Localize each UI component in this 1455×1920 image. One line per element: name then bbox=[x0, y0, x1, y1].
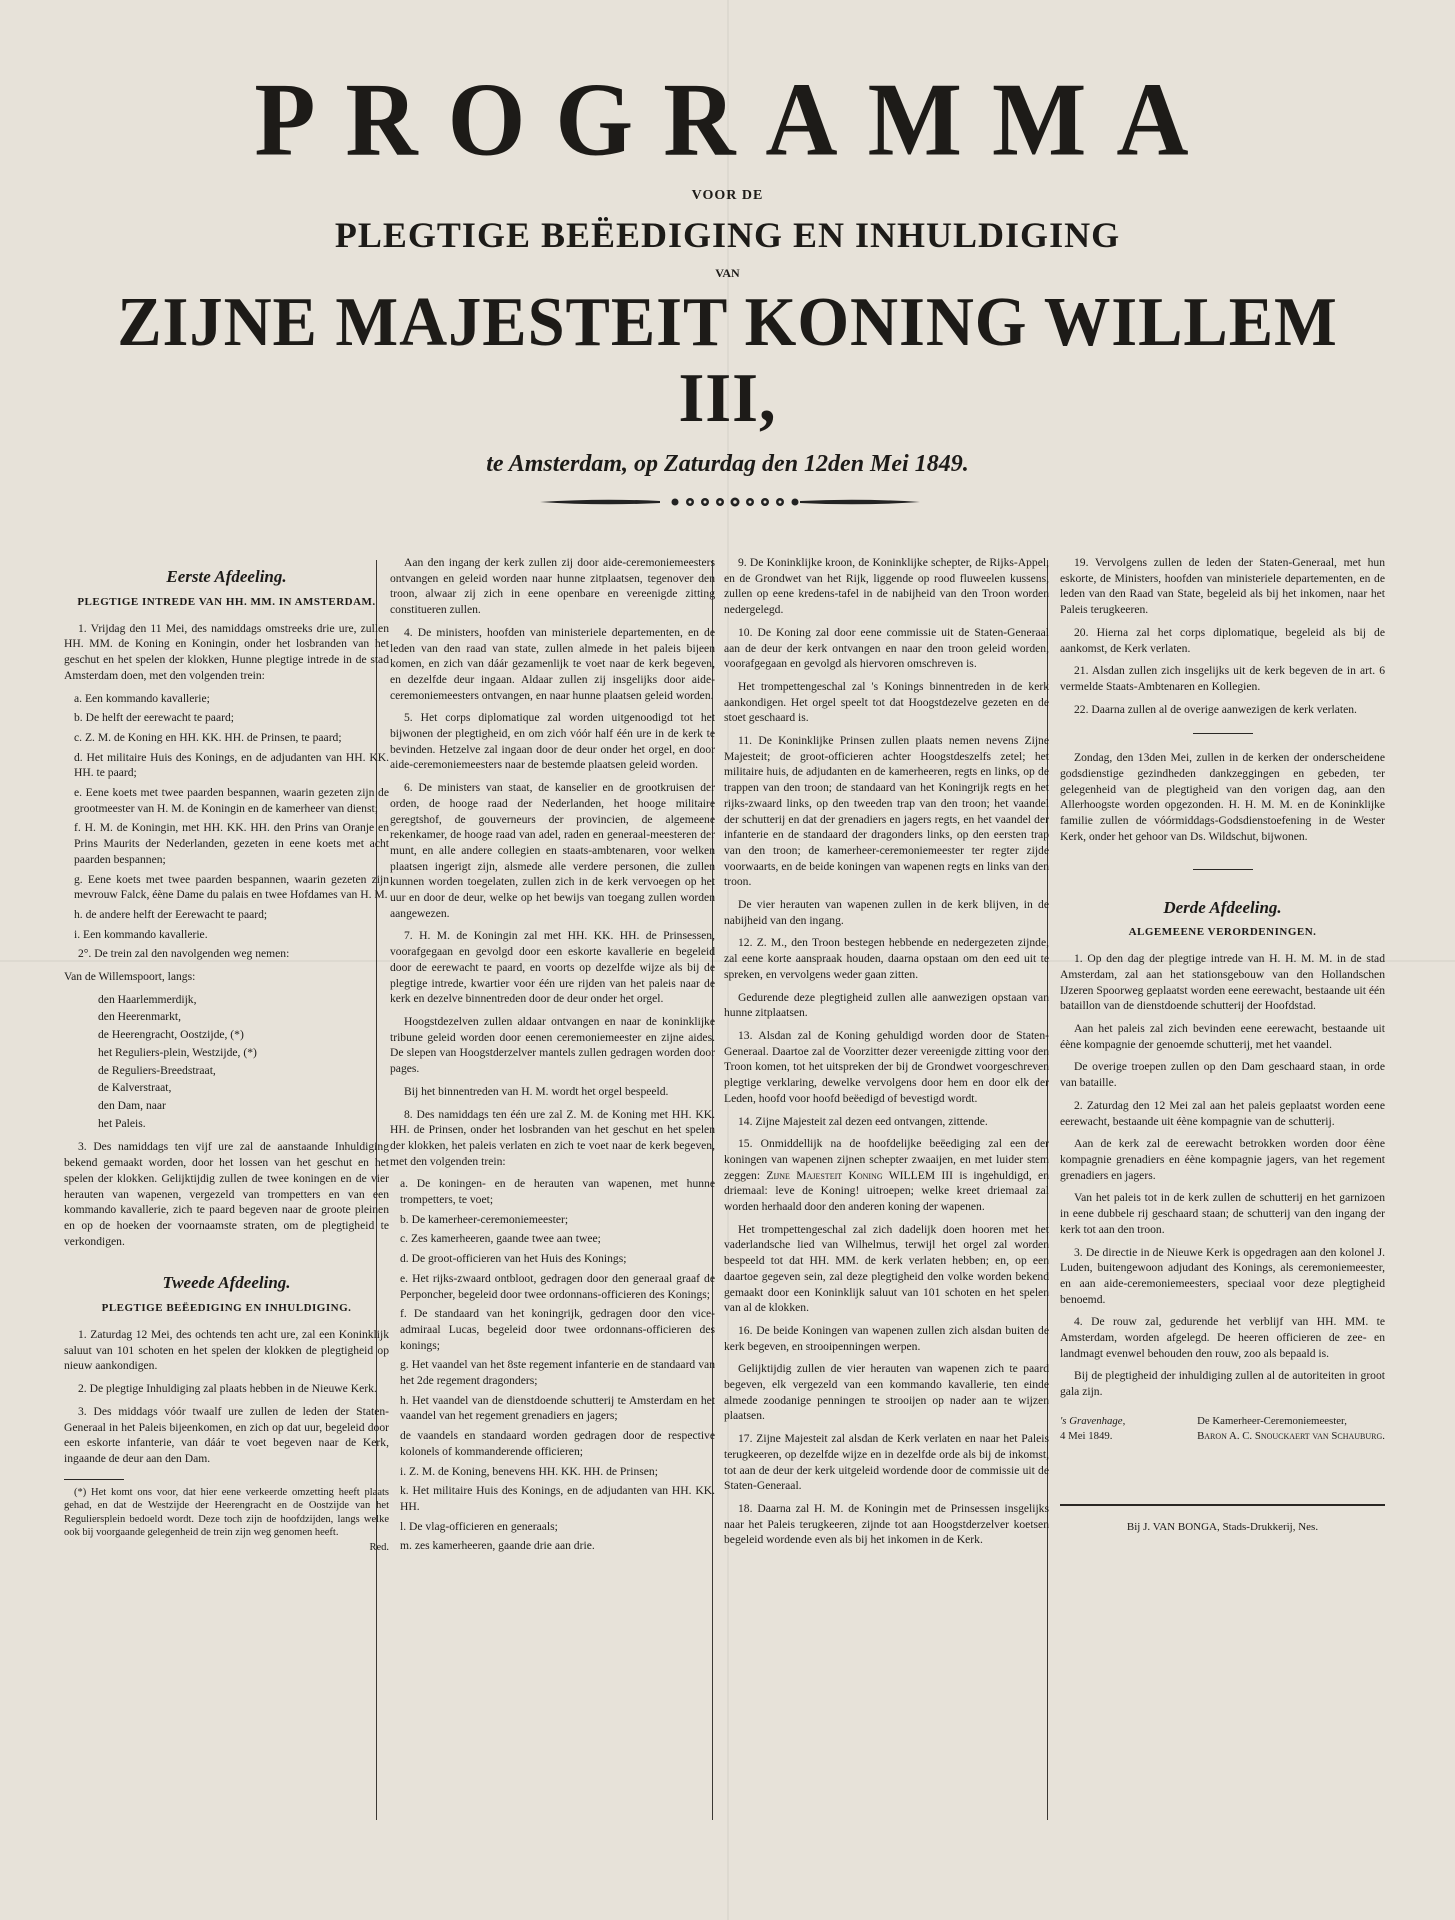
paragraph: 3. Des namiddags ten vijf ure zal de aanstaande Inhuldiging bekend gemaakt worden, door het lossen van het geschut en het spelen der klokken. Gelijktijdig zullen de twee koningen en de vier herauten van wapenen, vergezeld van trompetters en van een kommando kavallerie, zich te paard begeven naar de groote pleinen en op de hoeken der voornaamste straten, om de plegtigheid te verkondigen. bbox=[64, 1140, 389, 1248]
sign-date: 4 Mei 1849. bbox=[1060, 1429, 1113, 1442]
list-item: i. Z. M. de Koning, benevens HH. KK. HH. de Prinsen; bbox=[400, 1464, 658, 1478]
paragraph: 4. De rouw zal, gedurende het verblijf van HH. MM. te Amsterdam, worden afgelegd. De heeren officieren de zee- en landmagt evenwel behouden den rouw, zoo als bepaald is. bbox=[1060, 1315, 1385, 1360]
footnote-rule bbox=[64, 1479, 124, 1480]
list-item: a. Een kommando kavallerie; bbox=[74, 691, 210, 705]
paragraph: 13. Alsdan zal de Koning gehuldigd worden door de Staten-Generaal. Daartoe zal de Voorzitter dezer vereenigde zitting voor den Troon komen, tot het uitspreken der bij de Grondwet voorgeschreven plegtige verklaring, dewelke vervolgens door hem en door elk der Leden, hoofd voor hoofd beëedigd of bevestigd wordt. bbox=[724, 1028, 1049, 1105]
route-street: de Kalverstraat, bbox=[98, 1081, 172, 1095]
paragraph: De vier herauten van wapenen zullen in de kerk blijven, in de nabijheid van den ingang. bbox=[724, 898, 1049, 927]
paragraph: 2. Zaturdag den 12 Mei zal aan het paleis geplaatst worden eene eerewacht, bestaande uit éène kompagnie van de schutterij. bbox=[1060, 1098, 1385, 1128]
paragraph: 3. Des middags vóór twaalf ure zullen de leden der Staten-Generaal in het Paleis bijeenkomen, en zich op dat uur, begeleid door een eskorte infanterie, van dáár te voet begeven naar de Kerk, ingaande de deur aan den Dam. bbox=[64, 1404, 389, 1465]
date-line: te Amsterdam, op Zaturdag den 12den Mei 1849. bbox=[486, 451, 969, 477]
van-line: VAN bbox=[715, 266, 740, 280]
paragraph: 6. De ministers van staat, de kanselier en de grootkruisen der orden, de hooge raad der Nederlanden, het hooge militaire geregtshof, de gouverneurs der provincien, de algemeene rekenkamer, de hooge raad van adel, raden en generaal-meesteren der munt, en alle andere collegien en staats-ambtenaren, voor welken plaatsen ingerigt zijn, alsmede alle verdere personen, die zullen kunnen worden toegelaten, zullen zich in de kerk vervoegen op het uur en door de deur, welke op het bewijs van toegang zullen worden aangewezen. bbox=[390, 781, 715, 920]
list-item: h. de andere helft der Eerewacht te paard; bbox=[74, 907, 268, 921]
section-1-title: Eerste Afdeeling. bbox=[166, 567, 287, 586]
king-line: ZIJNE MAJESTEIT KONING WILLEM III, bbox=[117, 284, 1338, 437]
sign-name: Baron A. C. Snouckaert van Schauburg. bbox=[1197, 1429, 1385, 1442]
paragraph: Bij de plegtigheid der inhuldiging zullen al de autoriteiten in groot gala zijn. bbox=[1060, 1369, 1385, 1399]
list-item: c. Zes kamerheeren, gaande twee aan twee; bbox=[400, 1232, 601, 1246]
voor-de-line: VOOR DE bbox=[691, 188, 764, 203]
paragraph: Aan den ingang der kerk zullen zij door aide-ceremoniemeesters ontvangen en geleid worden naar hunne zitplaatsen, tegenover den troon, alwaar zij zich in eene openbare en vereenigde zitting constitueren zullen. bbox=[390, 556, 715, 617]
paragraph: Hoogstdezelven zullen aldaar ontvangen en naar de koninklijke tribune geleid worden door eenen ceremoniemeester en zijne aides. De slepen van Hoogstderzelver mantels zullen gedragen worden door pages. bbox=[390, 1014, 715, 1076]
route-intro: Van de Willemspoort, langs: bbox=[64, 970, 196, 984]
paragraph: 17. Zijne Majesteit zal alsdan de Kerk verlaten en naar het Paleis terugkeeren, op dezelfde wijze en in dezelfde orde als bij de inkomst, tot aan de deur der kerk uitgeleid wordende door de commissie uit de Staten-Generaal. bbox=[724, 1432, 1049, 1493]
list-item: b. De helft der eerewacht te paard; bbox=[74, 711, 234, 725]
route-street: de Reguliers-Breedstraat, bbox=[98, 1063, 216, 1077]
paragraph: 8. Des namiddags ten één ure zal Z. M. de Koning met HH. KK. HH. de Prinsen, onder het losbranden van het geschut en het spelen der klokken, het paleis verlaten en zich te voet naar de kerk begeven, met den volgenden trein: bbox=[390, 1107, 715, 1168]
list-item: f. De standaard van het koningrijk, gedragen door den vice-admiraal Lucas, begeleid door twee ordonnans-officieren des konings; bbox=[400, 1307, 715, 1352]
list-item: f. H. M. de Koningin, met HH. KK. HH. den Prins van Oranje en Prins Maurits der Nederlanden, gezeten in eene koets met acht paarden bespannen; bbox=[74, 821, 389, 866]
column-1 bbox=[64, 555, 389, 1554]
list-item: de vaandels en standaard worden gedragen door de respective kolonels of kommanderende officieren; bbox=[400, 1429, 715, 1458]
list-item: e. Het rijks-zwaard ontbloot, gedragen door den generaal graaf de Perponcher, begeleid door twee ordonnans-officieren des Konings; bbox=[400, 1271, 715, 1301]
paragraph: Het trompettengeschal zal zich dadelijk doen hooren met het vaderlandsche lied van Wilhelmus, terwijl het orgel zal worden bespeeld tot dat HH. MM. de kerk verlaten hebben; en, op een daartoe gegeven sein, zal deze plegtigheid den volke worden bekend gemaakt door een Koninklijk saluut van 101 schoten en het spelen van al de klokken. bbox=[724, 1222, 1049, 1315]
paragraph: 10. De Koning zal door eene commissie uit de Staten-Generaal aan de deur der kerk ontvangen en naar den troon geleid worden, voorafgegaan en gevolgd als hiervoren omschreven is. bbox=[724, 625, 1049, 671]
column-2 bbox=[390, 555, 715, 1558]
route-street: den Haarlemmerdijk, bbox=[98, 992, 197, 1006]
footnote bbox=[64, 1479, 389, 1555]
list-item: d. De groot-officieren van het Huis des Konings; bbox=[400, 1252, 627, 1266]
route-street: den Dam, naar bbox=[98, 1098, 166, 1112]
list-item: g. Het vaandel van het 8ste regement infanterie en de standaard van het 2de regement dragonders; bbox=[400, 1358, 715, 1388]
paragraph: Van het paleis tot in de kerk zullen de schutterij en het garnizoen in eene dubbele rij geschaard staan; de schutterij van den ingang der kerk tot aan den troon. bbox=[1060, 1191, 1385, 1236]
paragraph: Gelijktijdig zullen de vier herauten van wapenen zich te paard begeven, elk vergezeld van een kommando kavallerie, ten einde almede zoodanige penningen te strooijen op nader aan te wijzen plaatsen. bbox=[724, 1362, 1049, 1423]
signature-official bbox=[1197, 1414, 1385, 1444]
paragraph: Aan het paleis zal zich bevinden eene eerewacht, bestaande uit éène kompagnie der genoemde schutterij, met het vaandel. bbox=[1060, 1022, 1385, 1051]
route-street: het Paleis. bbox=[98, 1116, 146, 1130]
paragraph: 1. Op den dag der plegtige intrede van H. H. M. M. in de stad Amsterdam, zal aan het stationsgebouw van den Hollandschen IJzeren Spoorweg geplaatst worden eene eerewacht, bestaande uit één bataillon van de dienstdoende schutterij der Hoofdstad. bbox=[1060, 952, 1385, 1013]
separator bbox=[1193, 733, 1253, 734]
paragraph: 14. Zijne Majesteit zal dezen eed ontvangen, zittende. bbox=[738, 1114, 988, 1128]
poster-subtitle: PLEGTIGE BEËEDIGING EN INHULDIGING bbox=[334, 215, 1121, 255]
route-street: het Reguliers-plein, Westzijde, (*) bbox=[98, 1045, 257, 1059]
paragraph: 2°. De trein zal den navolgenden weg nemen: bbox=[78, 947, 290, 961]
poster-header bbox=[60, 61, 1395, 478]
printer-imprint: Bij J. VAN BONGA, Stads-Drukkerij, Nes. bbox=[1126, 1520, 1319, 1533]
paragraph: 18. Daarna zal H. M. de Koningin met de Prinsessen insgelijks naar het Paleis terugkeeren, zijnde tot aan Hoogstderzelver koetsen begeleid wordende even als bij het inkomen in de Kerk. bbox=[724, 1501, 1049, 1547]
list-item: i. Een kommando kavallerie. bbox=[74, 927, 208, 941]
separator bbox=[1193, 869, 1253, 870]
list-item: e. Eene koets met twee paarden bespannen, waarin gezeten zijn de grootmeester van H. M. de Koningin en de kamerheer van dienst; bbox=[74, 786, 389, 815]
paragraph: 3. De directie in de Nieuwe Kerk is opgedragen aan den kolonel J. Luden, buitengewoon adjudant des Konings, als ceremoniemeester, en aan aide-ceremoniemeesters, speciaal voor deze plegtigheid benoemd. bbox=[1060, 1245, 1385, 1306]
ornament-divider bbox=[540, 490, 920, 514]
section-3-title: Derde Afdeeling. bbox=[1163, 897, 1282, 917]
section-3-subtitle: ALGEMEENE VERORDENINGEN. bbox=[1128, 926, 1317, 939]
printer-rule bbox=[1060, 1504, 1385, 1506]
paragraph: 1. Zaturdag 12 Mei, des ochtends ten acht ure, zal een Koninklijk saluut van 101 schoten en het spelen der klokken de plegtigheid op nieuw aankondigen. bbox=[64, 1328, 389, 1373]
paragraph: 1. Vrijdag den 11 Mei, des namiddags omstreeks drie ure, zullen HH. MM. de Koning en Koningin, onder het losbranden van het geschut en het spelen der klokken, Hunne plegtige intrede in de stad Amsterdam doen, met den volgenden trein: bbox=[64, 621, 389, 682]
sign-place: 's Gravenhage, bbox=[1060, 1414, 1126, 1427]
footnote-sign: Red. bbox=[369, 1541, 389, 1553]
proclamation-text: Zijne Majesteit Koning WILLEM III bbox=[766, 1168, 954, 1182]
paragraph: Gedurende deze plegtigheid zullen alle aanwezigen opstaan van hunne zitplaatsen. bbox=[724, 990, 1049, 1020]
paragraph: 19. Vervolgens zullen de leden der Staten-Generaal, met hun eskorte, de Ministers, hoofden van ministeriele departementen, en de leden van den Raad van State, begeleid als bij het inkomen, naar het Paleis terugkeeren. bbox=[1060, 556, 1385, 617]
paragraph: 2. De plegtige Inhuldiging zal plaats hebben in de Nieuwe Kerk. bbox=[78, 1382, 377, 1396]
paragraph: 5. Het corps diplomatique zal worden uitgenoodigd tot het bijwonen der plegtigheid, en om zich vóór half één ure in de kerk te bevinden. Hetzelve zal ingaan door de deur onder het orgel, en door aide-ceremoniemeesters naar de bestemde plaatsen geleid worden. bbox=[390, 711, 715, 772]
paragraph: De overige troepen zullen op den Dam geschaard staan, in orde van bataille. bbox=[1060, 1060, 1385, 1090]
list-item: b. De kamerheer-ceremoniemeester; bbox=[400, 1212, 569, 1226]
paragraph-part: is ingehuldigd, en driemaal: leve de Koning! uitroepen; welke kreet driemaal zal worden herhaald door den anderen koning der wapenen. bbox=[724, 1168, 1049, 1214]
paragraph: 11. De Koninklijke Prinsen zullen plaats nemen nevens Zijne Majesteit; de groot-officieren achter Hoogstdeszelfs zetel; het militaire huis, de adjudanten en de kamerheeren, regts en links, op de trappen van den troon; de standaard van het Koningrijk regts en het rijks-zwaard links, op den tweeden trap van den troon; het vaandel der schutterij en dat der grenadiers en jagers regts, en het vaandel der infanterie en de standaard der dragonders links, op den eersten trap van den troon; de kamerheer-ceremoniemeester ter regter zijde voorwaarts, en de beide koningen van wapenen regts en links van den troon. bbox=[724, 734, 1049, 889]
sign-title: De Kamerheer-Ceremoniemeester, bbox=[1197, 1414, 1347, 1427]
route-street: den Heerenmarkt, bbox=[98, 1010, 182, 1024]
section-2-title: Tweede Afdeeling. bbox=[162, 1273, 291, 1293]
list-item: g. Eene koets met twee paarden bespannen, waarin gezeten zijn mevrouw Falck, éène Dame du palais en twee Hofdames van H. M. bbox=[74, 872, 389, 902]
list-item: k. Het militaire Huis des Konings, en de adjudanten van HH. KK. HH. bbox=[400, 1484, 715, 1513]
list-item: d. Het militaire Huis des Konings, en de adjudanten van HH. KK. HH. te paard; bbox=[74, 750, 389, 780]
paragraph: 7. H. M. de Koningin zal met HH. KK. HH. de Prinsessen, voorafgegaan en gevolgd door een eskorte kavallerie en begeleid door de eerewacht te paard, en voorts op dezelfde wijze als bij de plegtige intrede, kwartier voor één ure rijden van het paleis naar de kerk en dezelve binnentreden door de deur onder het orgel. bbox=[390, 929, 715, 1006]
paragraph bbox=[724, 1136, 1049, 1215]
paragraph: 4. De ministers, hoofden van ministeriele departementen, en de leden van den raad van state, zullen almede in het paleis bijeen komen, en zich van dáár gezamenlijk te voet naar de kerk begeven, en dezelfde deur ingaan. Aldaar zullen zij insgelijks door aide-ceremoniemeesters ontvangen, en naar hunne plaatsen geleid worden. bbox=[390, 625, 715, 702]
section-2-subtitle: PLEGTIGE BEËEDIGING EN INHULDIGING. bbox=[101, 1302, 352, 1315]
list-item: a. De koningen- en de herauten van wapenen, met hunne trompetters, te voet; bbox=[400, 1177, 715, 1207]
list-item: l. De vlag-officieren en generaals; bbox=[400, 1519, 558, 1533]
paragraph: Het trompettengeschal zal 's Konings binnentreden in de kerk aankondigen. Het orgel speelt tot dat Hoogstdezelve gezeten en de stoet geschaard is. bbox=[724, 679, 1049, 725]
footnote-text: (*) Het komt ons voor, dat hier eene verkeerde omzetting heeft plaats gehad, en dat de Westzijde der Heerengracht en de Oostzijde van het Reguliersplein bedoeld wordt. Deze toch zijn de hoofdzijden, langs welke ook bij voorgaande gelegenheid de trein zijn weg genomen heeft. bbox=[64, 1486, 389, 1539]
paragraph-part: 15. Onmiddellijk na de hoofdelijke beëediging zal een der koningen van wapenen zijnen schepter zwaaijen, en met luider stem zeggen: bbox=[724, 1137, 1049, 1182]
list-item: h. Het vaandel van de dienstdoende schutterij te Amsterdam en het vaandel van het regement grenadiers en jagers; bbox=[400, 1393, 715, 1423]
paragraph: Zondag, den 13den Mei, zullen in de kerken der onderscheidene godsdienstige gezindheden dankzeggingen en gebeden, ter gelegenheid van de plegtigheid van den vorigen dag, aan den Allerhoogste worden opgezonden. H. H. M. M. en de Koninklijke familie zullen de vóórmiddags-Godsdienstoefening in de Wester Kerk, onder het gehoor van Ds. Wildschut, bijwonen. bbox=[1060, 751, 1385, 843]
list-item: c. Z. M. de Koning en HH. KK. HH. de Prinsen, te paard; bbox=[74, 730, 342, 744]
paragraph: 9. De Koninklijke kroon, de Koninklijke schepter, de Rijks-Appel, en de Grondwet van het Rijk, liggende op rood fluweelen kussens, zullen op eene kredens-tafel in de nabijheid van den Troon worden nedergelegd. bbox=[724, 556, 1049, 617]
list-item: m. zes kamerheeren, gaande drie aan drie. bbox=[400, 1539, 595, 1553]
signature-place-date bbox=[1060, 1414, 1125, 1444]
paragraph: 21. Alsdan zullen zich insgelijks uit de kerk begeven de in art. 6 vermelde Staats-Ambtenaren en Kollegien. bbox=[1060, 664, 1385, 693]
column-3 bbox=[724, 555, 1049, 1555]
column-4 bbox=[1060, 555, 1385, 1536]
paragraph: Bij het binnentreden van H. M. wordt het orgel bespeeld. bbox=[404, 1084, 669, 1098]
section-1-subtitle: PLEGTIGE INTREDE VAN HH. MM. IN AMSTERDAM. bbox=[77, 595, 376, 608]
paragraph: 12. Z. M., den Troon bestegen hebbende en nedergezeten zijnde, zal eene korte aanspraak houden, daarna opstaan om den eed uit te spreken, en vervolgens weder gaan zitten. bbox=[724, 936, 1049, 981]
signature-block bbox=[1060, 1414, 1385, 1444]
paragraph: 20. Hierna zal het corps diplomatique, begeleid als bij de aankomst, de Kerk verlaten. bbox=[1060, 625, 1385, 655]
paragraph: Aan de kerk zal de eerewacht betrokken worden door éène kompagnie grenadiers en éène kompagnie jagers, van het regement grenadiers en jagers. bbox=[1060, 1137, 1385, 1182]
route-street: de Heerengracht, Oostzijde, (*) bbox=[98, 1028, 244, 1042]
paragraph: 22. Daarna zullen al de overige aanwezigen de kerk verlaten. bbox=[1074, 702, 1357, 716]
poster-title: PROGRAMMA bbox=[254, 61, 1219, 178]
paragraph: 16. De beide Koningen van wapenen zullen zich alsdan buiten de kerk begeven, en strooipenningen werpen. bbox=[724, 1323, 1049, 1353]
